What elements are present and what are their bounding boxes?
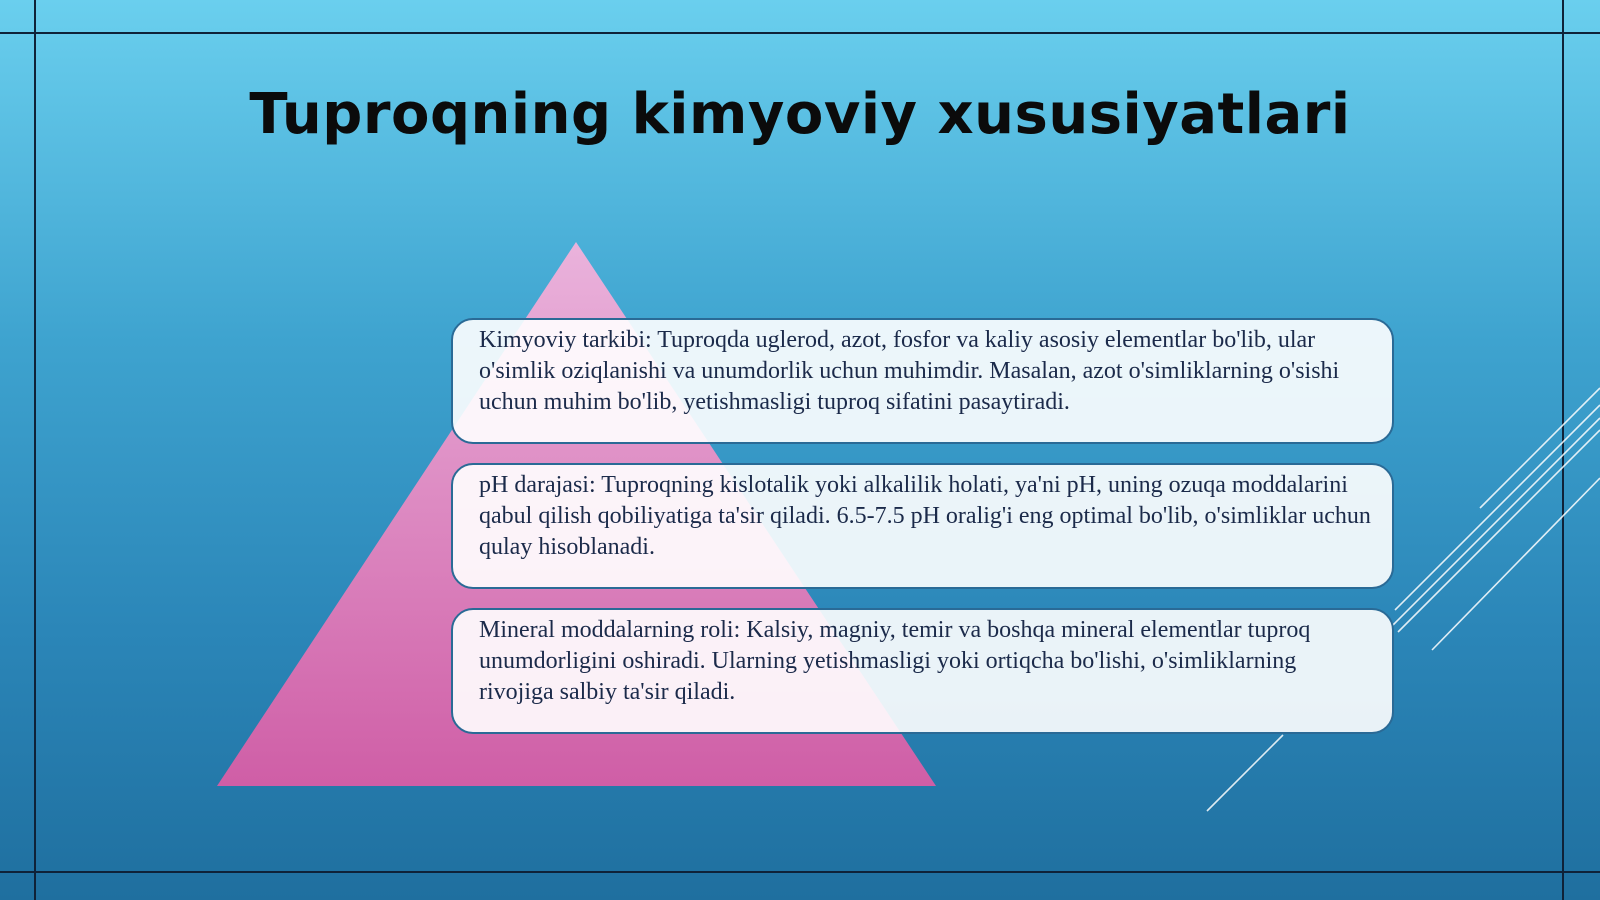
info-card-ph-level [451,463,1394,589]
diagonal-lines-decoration [1207,388,1600,811]
info-card-minerals-role [451,608,1394,734]
info-card-chemical-composition [451,318,1394,444]
card-text: Mineral moddalarning roli: Kalsiy, magniy, temir va boshqa mineral elementlar tuproq unumdorligini oshiradi. Ularning yetishmasligi yoki ortiqcha bo'lishi, o'simliklarning rivojiga salbiy ta'sir qiladi. [479,617,1311,705]
slide-title: Tuproqning kimyoviy xususiyatlari [249,82,1351,147]
card-text: pH darajasi: Tuproqning kislotalik yoki alkalilik holati, ya'ni pH, uning ozuqa moddalarini qabul qilish qobiliyatiga ta'sir qiladi. 6.5-7.5 pH oralig'i eng optimal bo'lib, o'simliklar uchun qulay hisoblanadi. [479,472,1371,560]
card-text: Kimyoviy tarkibi: Tuproqda uglerod, azot, fosfor va kaliy asosiy elementlar bo'lib, ular o'simlik oziqlanishi va unumdorlik uchun muhimdir. Masalan, azot o'simliklarning o'sishi uchun muhim bo'lib, yetishmasligi tuproq sifatini pasaytiradi. [479,327,1340,415]
